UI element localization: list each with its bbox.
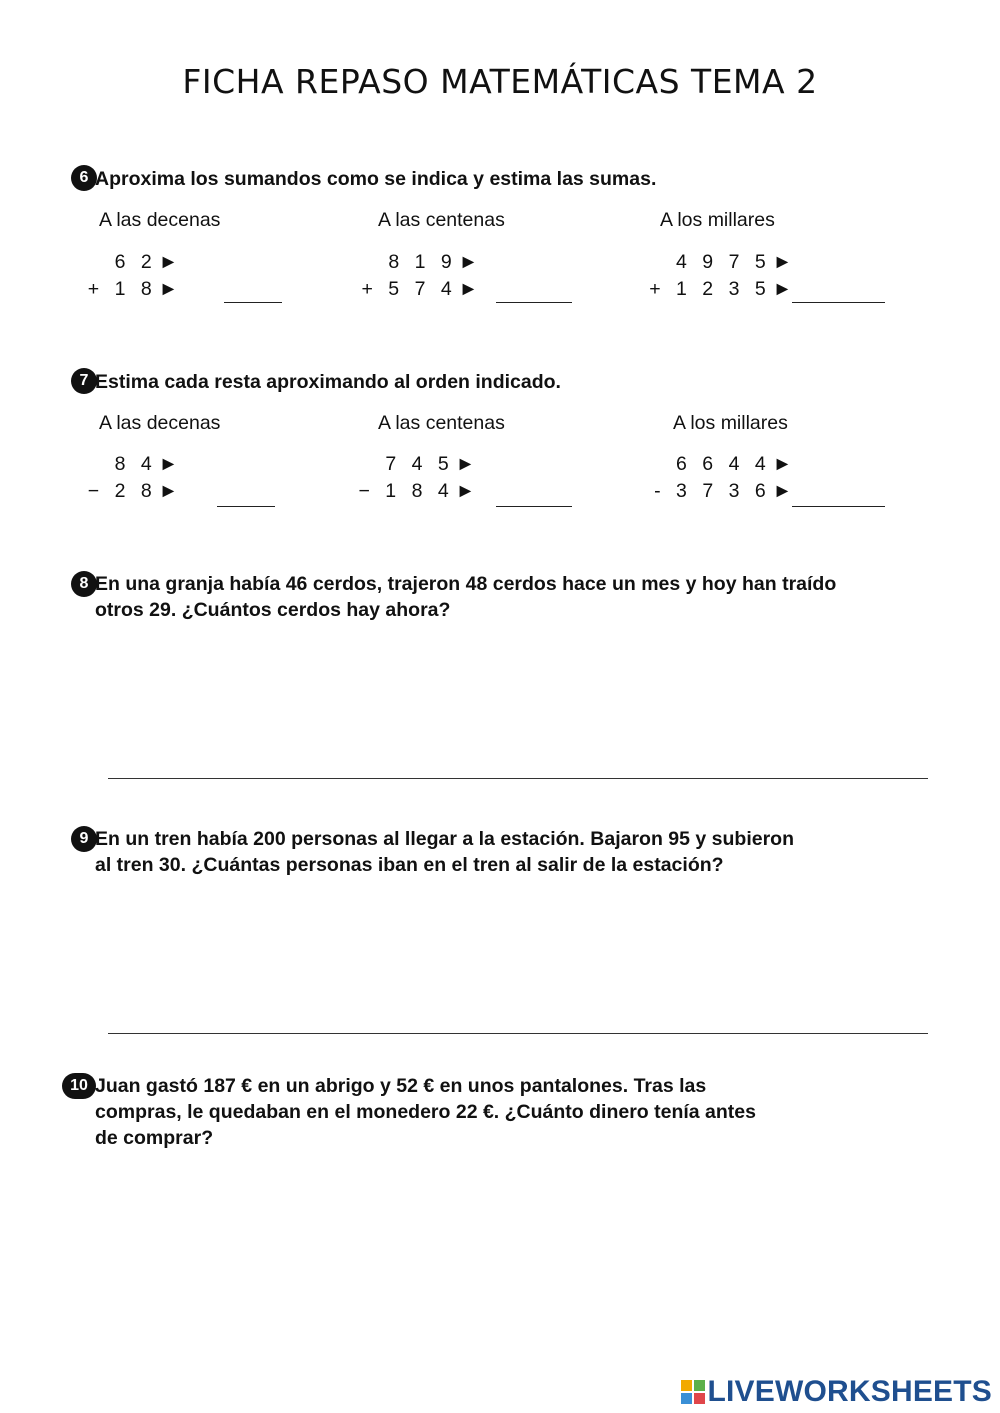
arrow-right-icon: ► xyxy=(458,278,478,300)
liveworksheets-brand[interactable] xyxy=(681,1375,993,1409)
ex6-col1-label: A las decenas xyxy=(99,209,221,231)
exercise-10-line: compras, le quedaban en el monedero 22 €. ¿Cuánto dinero tenía antes xyxy=(95,1101,756,1123)
ex7-col2-top: 7 4 5 ► xyxy=(385,453,475,475)
ex6-col2-top: 8 1 9 ► xyxy=(388,251,478,273)
page-title: FICHA REPASO MATEMÁTICAS TEMA 2 xyxy=(182,62,818,101)
arrow-right-icon: ► xyxy=(455,480,475,502)
exercise-9-text xyxy=(95,826,794,878)
arrow-right-icon: ► xyxy=(158,453,178,475)
exercise-9-line: En un tren había 200 personas al llegar a la estación. Bajaron 95 y subieron xyxy=(95,828,795,850)
ex7-col2-bottom: − 1 8 4 ► xyxy=(358,480,475,502)
exercise-8-answer-line[interactable] xyxy=(108,778,928,779)
ex6-col1-top: 6 2 ► xyxy=(114,251,178,273)
ex6-col1-bottom: + 1 8 ► xyxy=(87,278,178,300)
arrow-right-icon: ► xyxy=(455,453,475,475)
arrow-right-icon: ► xyxy=(772,278,792,300)
ex6-col2-label: A las centenas xyxy=(378,209,505,231)
ex6-col3-bottom: + 1 2 3 5 ► xyxy=(649,278,792,300)
arrow-right-icon: ► xyxy=(158,251,178,273)
ex7-col3-answer-blank[interactable] xyxy=(792,506,885,507)
exercise-10-text xyxy=(95,1073,756,1151)
ex7-col1-top: 8 4 ► xyxy=(114,453,178,475)
ex7-col3-top: 6 6 4 4 ► xyxy=(676,453,792,475)
exercise-6-badge: 6 xyxy=(71,165,97,191)
arrow-right-icon: ► xyxy=(458,251,478,273)
ex6-col2-bottom: + 5 7 4 ► xyxy=(361,278,478,300)
ex7-col2-answer-blank[interactable] xyxy=(496,506,572,507)
exercise-10-line: de comprar? xyxy=(95,1127,214,1149)
ex7-col3-label: A los millares xyxy=(673,412,788,434)
ex6-col2-answer-blank[interactable] xyxy=(496,302,572,303)
liveworksheets-logo-icon xyxy=(681,1380,705,1404)
exercise-8-line: En una granja había 46 cerdos, trajeron 48 cerdos hace un mes y hoy han traído xyxy=(95,573,837,595)
exercise-10-badge: 10 xyxy=(62,1073,96,1099)
exercise-10-line: Juan gastó 187 € en un abrigo y 52 € en unos pantalones. Tras las xyxy=(95,1075,707,1097)
ex7-col3-bottom: - 3 7 3 6 ► xyxy=(654,480,792,502)
ex6-col1-answer-blank[interactable] xyxy=(224,302,282,303)
arrow-right-icon: ► xyxy=(158,278,178,300)
arrow-right-icon: ► xyxy=(772,453,792,475)
ex7-col1-bottom: − 2 8 ► xyxy=(87,480,178,502)
ex6-col3-label: A los millares xyxy=(660,209,775,231)
exercise-7-heading: Estima cada resta aproximando al orden indicado. xyxy=(95,371,561,393)
ex6-col3-answer-blank[interactable] xyxy=(792,302,885,303)
exercise-8-line: otros 29. ¿Cuántos cerdos hay ahora? xyxy=(95,599,451,621)
exercise-9-line: al tren 30. ¿Cuántas personas iban en el tren al salir de la estación? xyxy=(95,854,724,876)
exercise-9-badge: 9 xyxy=(71,826,97,852)
exercise-6-heading: Aproxima los sumandos como se indica y estima las sumas. xyxy=(95,168,657,190)
ex6-col3-top: 4 9 7 5 ► xyxy=(676,251,792,273)
arrow-right-icon: ► xyxy=(772,480,792,502)
ex7-col1-label: A las decenas xyxy=(99,412,221,434)
ex7-col1-answer-blank[interactable] xyxy=(217,506,275,507)
exercise-8-text xyxy=(95,571,836,623)
arrow-right-icon: ► xyxy=(772,251,792,273)
exercise-8-badge: 8 xyxy=(71,571,97,597)
exercise-9-answer-line[interactable] xyxy=(108,1033,928,1034)
brand-name: LIVEWORKSHEETS xyxy=(707,1375,992,1408)
arrow-right-icon: ► xyxy=(158,480,178,502)
exercise-7-badge: 7 xyxy=(71,368,97,394)
ex7-col2-label: A las centenas xyxy=(378,412,505,434)
